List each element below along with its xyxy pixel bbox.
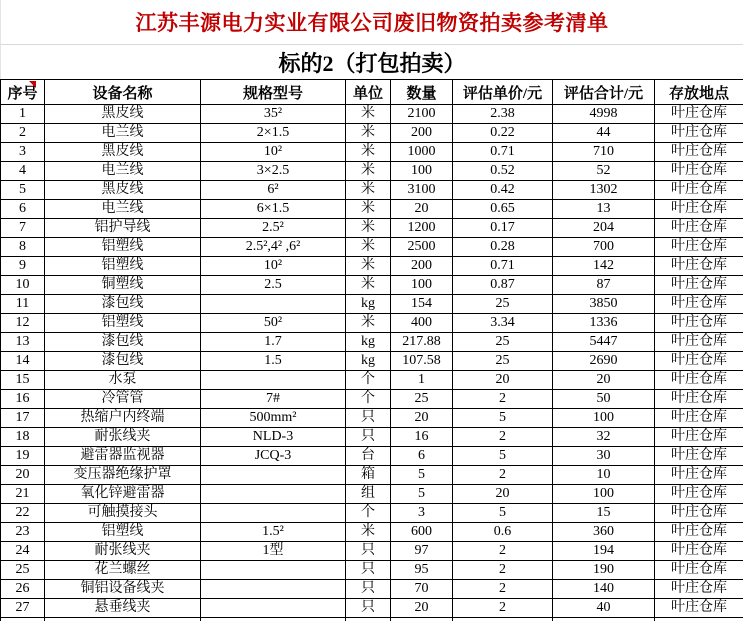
cell-unit-price[interactable]: 0.52 [453,162,553,181]
table-row [1,542,743,561]
cell-unit[interactable]: 只 [346,599,391,618]
cell-spec[interactable]: 2.5 [201,276,346,295]
cell-qty[interactable]: 1200 [391,219,453,238]
cell-spec[interactable]: 1.5 [201,352,346,371]
cell-unit[interactable]: 箱 [346,466,391,485]
cell-unit[interactable]: 米 [346,276,391,295]
column-header-total[interactable] [553,80,655,105]
cell-total[interactable]: 40 [553,599,655,618]
cell-total[interactable]: 13 [553,200,655,219]
cell-total[interactable]: 50 [553,390,655,409]
cell-name[interactable]: 铝塑线 [45,238,201,257]
column-header-label: 评估单价/元 [462,85,543,102]
cell-qty[interactable]: 2500 [391,238,453,257]
cell-spec[interactable]: 50² [201,314,346,333]
cell-total[interactable]: 87 [553,276,655,295]
cell-qty[interactable]: 5 [391,485,453,504]
cell-empty[interactable] [1,618,45,621]
cell-location[interactable]: 叶庄仓库 [655,124,743,143]
cell-qty[interactable]: 107.58 [391,352,453,371]
table-row [1,390,743,409]
cell-seq[interactable]: 22 [1,504,45,523]
cell-qty[interactable]: 217.88 [391,333,453,352]
table-row [1,238,743,257]
cell-unit[interactable]: 个 [346,390,391,409]
cell-unit-price[interactable]: 0.71 [453,143,553,162]
cell-seq[interactable]: 20 [1,466,45,485]
cell-seq[interactable]: 11 [1,295,45,314]
cell-location[interactable]: 叶庄仓库 [655,371,743,390]
cell-location[interactable]: 叶庄仓库 [655,105,743,124]
cell-location[interactable]: 叶庄仓库 [655,276,743,295]
cell-qty[interactable]: 6 [391,447,453,466]
cell-location[interactable]: 叶庄仓库 [655,162,743,181]
cell-unit[interactable]: 只 [346,428,391,447]
cell-spec[interactable]: 35² [201,105,346,124]
cell-total[interactable]: 10 [553,466,655,485]
cell-seq[interactable]: 25 [1,561,45,580]
comment-marker-triangle [29,81,36,88]
column-header-label: 存放地点 [668,85,729,102]
table-row [1,276,743,295]
cell-qty[interactable]: 100 [391,162,453,181]
cell-seq[interactable]: 1 [1,105,45,124]
cell-unit-price[interactable]: 25 [453,333,553,352]
cell-total[interactable]: 360 [553,523,655,542]
cell-spec[interactable] [201,504,346,523]
cell-name[interactable]: 黑皮线 [45,105,201,124]
cell-spec[interactable] [201,295,346,314]
cell-seq[interactable]: 13 [1,333,45,352]
cell-location[interactable]: 叶庄仓库 [655,333,743,352]
lot-subtitle: 标的2（打包拍卖） [0,45,743,79]
cell-seq[interactable]: 4 [1,162,45,181]
column-header-label: 单位 [352,85,383,102]
cell-seq[interactable]: 19 [1,447,45,466]
cell-total[interactable]: 194 [553,542,655,561]
table-row [1,219,743,238]
cell-seq[interactable]: 8 [1,238,45,257]
cell-total[interactable]: 20 [553,371,655,390]
table-row [1,504,743,523]
cell-name[interactable]: 耐张线夹 [45,428,201,447]
table-row [1,200,743,219]
cell-location[interactable]: 叶庄仓库 [655,466,743,485]
cell-location[interactable]: 叶庄仓库 [655,485,743,504]
cell-total[interactable]: 2690 [553,352,655,371]
cell-name[interactable]: 避雷器监视器 [45,447,201,466]
cell-unit[interactable]: 米 [346,219,391,238]
cell-qty[interactable]: 25 [391,390,453,409]
cell-empty[interactable] [553,618,655,621]
cell-seq[interactable]: 16 [1,390,45,409]
column-header-name[interactable] [45,80,201,105]
cell-spec[interactable]: 10² [201,143,346,162]
cell-seq[interactable]: 24 [1,542,45,561]
cell-name[interactable]: 花兰螺丝 [45,561,201,580]
cell-name[interactable]: 水泵 [45,371,201,390]
cell-total[interactable]: 204 [553,219,655,238]
partial-empty-row [1,618,743,621]
cell-empty[interactable] [45,618,201,621]
cell-qty[interactable]: 1000 [391,143,453,162]
cell-location[interactable]: 叶庄仓库 [655,295,743,314]
cell-name[interactable]: 铜塑线 [45,276,201,295]
cell-location[interactable]: 叶庄仓库 [655,181,743,200]
cell-spec[interactable]: 10² [201,257,346,276]
cell-spec[interactable]: 6×1.5 [201,200,346,219]
cell-total[interactable]: 44 [553,124,655,143]
cell-seq[interactable]: 2 [1,124,45,143]
cell-unit-price[interactable]: 2.38 [453,105,553,124]
cell-unit-price[interactable]: 2 [453,390,553,409]
cell-total[interactable]: 1336 [553,314,655,333]
table-row [1,580,743,599]
cell-total[interactable]: 15 [553,504,655,523]
cell-seq[interactable]: 18 [1,428,45,447]
table-row [1,105,743,124]
column-header-label: 设备名称 [92,85,153,102]
cell-spec[interactable]: 1.5² [201,523,346,542]
cell-location[interactable]: 叶庄仓库 [655,504,743,523]
cell-unit[interactable]: 米 [346,143,391,162]
cell-seq[interactable]: 26 [1,580,45,599]
cell-total[interactable]: 100 [553,409,655,428]
cell-seq[interactable]: 9 [1,257,45,276]
cell-location[interactable]: 叶庄仓库 [655,219,743,238]
cell-unit-price[interactable]: 0.17 [453,219,553,238]
cell-seq[interactable]: 10 [1,276,45,295]
cell-location[interactable]: 叶庄仓库 [655,409,743,428]
column-header-label: 序号 [7,85,38,102]
cell-seq[interactable]: 12 [1,314,45,333]
cell-unit[interactable]: 米 [346,200,391,219]
cell-unit[interactable]: 台 [346,447,391,466]
cell-spec[interactable] [201,599,346,618]
cell-unit-price[interactable]: 25 [453,352,553,371]
cell-unit[interactable]: 米 [346,238,391,257]
cell-name[interactable]: 悬垂线夹 [45,599,201,618]
cell-name[interactable]: 耐张线夹 [45,542,201,561]
header-row [1,80,743,105]
cell-location[interactable]: 叶庄仓库 [655,599,743,618]
table-row [1,409,743,428]
cell-name[interactable]: 冷管管 [45,390,201,409]
cell-name[interactable]: 漆包线 [45,352,201,371]
cell-unit[interactable]: 个 [346,504,391,523]
table-row [1,333,743,352]
cell-empty[interactable] [201,618,346,621]
cell-unit[interactable]: 米 [346,181,391,200]
cell-qty[interactable]: 3100 [391,181,453,200]
cell-seq[interactable]: 14 [1,352,45,371]
cell-total[interactable]: 30 [553,447,655,466]
cell-location[interactable]: 叶庄仓库 [655,314,743,333]
cell-spec[interactable]: 7# [201,390,346,409]
cell-unit-price[interactable]: 0.42 [453,181,553,200]
table-row [1,295,743,314]
cell-qty[interactable]: 20 [391,409,453,428]
cell-location[interactable]: 叶庄仓库 [655,352,743,371]
cell-spec[interactable] [201,371,346,390]
cell-unit-price[interactable]: 2 [453,542,553,561]
cell-unit[interactable]: 米 [346,105,391,124]
cell-unit[interactable]: 米 [346,124,391,143]
cell-total[interactable]: 5447 [553,333,655,352]
cell-unit-price[interactable]: 3.34 [453,314,553,333]
cell-location[interactable]: 叶庄仓库 [655,428,743,447]
cell-name[interactable]: 铜铝设备线夹 [45,580,201,599]
cell-spec[interactable]: 1型 [201,542,346,561]
cell-name[interactable]: 铝塑线 [45,314,201,333]
cell-seq[interactable]: 27 [1,599,45,618]
cell-total[interactable]: 1302 [553,181,655,200]
cell-name[interactable]: 黑皮线 [45,143,201,162]
cell-spec[interactable] [201,580,346,599]
cell-name[interactable]: 铝塑线 [45,257,201,276]
cell-total[interactable]: 100 [553,485,655,504]
cell-empty[interactable] [391,618,453,621]
cell-spec[interactable]: 2.5²,4² ,6² [201,238,346,257]
table-row [1,257,743,276]
table-row [1,371,743,390]
cell-qty[interactable]: 400 [391,314,453,333]
cell-seq[interactable]: 17 [1,409,45,428]
cell-unit-price[interactable]: 2 [453,561,553,580]
cell-qty[interactable]: 100 [391,276,453,295]
cell-qty[interactable]: 200 [391,124,453,143]
column-header-unit-price[interactable] [453,80,553,105]
cell-seq[interactable]: 23 [1,523,45,542]
cell-spec[interactable]: 1.7 [201,333,346,352]
table-row [1,162,743,181]
cell-name[interactable]: 氧化锌避雷器 [45,485,201,504]
cell-total[interactable]: 142 [553,257,655,276]
table-row [1,181,743,200]
column-header-spec[interactable] [201,80,346,105]
cell-total[interactable]: 32 [553,428,655,447]
cell-unit[interactable]: 米 [346,162,391,181]
cell-spec[interactable]: 3×2.5 [201,162,346,181]
cell-unit-price[interactable]: 2 [453,466,553,485]
cell-spec[interactable] [201,561,346,580]
cell-location[interactable]: 叶庄仓库 [655,542,743,561]
cell-empty[interactable] [453,618,553,621]
cell-qty[interactable]: 16 [391,428,453,447]
cell-spec[interactable] [201,466,346,485]
cell-location[interactable]: 叶庄仓库 [655,390,743,409]
document-title: 江苏丰源电力实业有限公司废旧物资拍卖参考清单 [0,0,743,45]
cell-total[interactable]: 140 [553,580,655,599]
cell-unit[interactable]: 个 [346,371,391,390]
cell-unit[interactable]: 只 [346,580,391,599]
cell-name[interactable]: 漆包线 [45,333,201,352]
cell-qty[interactable]: 20 [391,200,453,219]
cell-unit-price[interactable]: 5 [453,504,553,523]
column-header-label: 评估合计/元 [563,85,644,102]
cell-unit-price[interactable]: 0.22 [453,124,553,143]
cell-spec[interactable] [201,485,346,504]
table-row [1,143,743,162]
table-row [1,447,743,466]
cell-unit[interactable]: 米 [346,523,391,542]
column-header-seq[interactable] [1,80,45,105]
cell-unit-price[interactable]: 0.87 [453,276,553,295]
cell-location[interactable]: 叶庄仓库 [655,257,743,276]
cell-name[interactable]: 电兰线 [45,162,201,181]
cell-location[interactable]: 叶庄仓库 [655,238,743,257]
cell-unit-price[interactable]: 25 [453,295,553,314]
cell-unit-price[interactable]: 20 [453,371,553,390]
cell-seq[interactable]: 3 [1,143,45,162]
cell-location[interactable]: 叶庄仓库 [655,561,743,580]
cell-unit[interactable]: 米 [346,257,391,276]
cell-spec[interactable]: 2.5² [201,219,346,238]
cell-name[interactable]: 变压器绝缘护罩 [45,466,201,485]
table-row [1,466,743,485]
table-row [1,124,743,143]
cell-qty[interactable]: 2100 [391,105,453,124]
cell-seq[interactable]: 15 [1,371,45,390]
cell-unit[interactable]: 米 [346,314,391,333]
cell-qty[interactable]: 95 [391,561,453,580]
cell-spec[interactable]: NLD-3 [201,428,346,447]
cell-qty[interactable]: 1 [391,371,453,390]
cell-unit-price[interactable]: 0.6 [453,523,553,542]
cell-unit-price[interactable]: 0.28 [453,238,553,257]
cell-seq[interactable]: 21 [1,485,45,504]
cell-unit[interactable]: kg [346,352,391,371]
cell-unit[interactable]: 只 [346,561,391,580]
cell-total[interactable]: 3850 [553,295,655,314]
cell-total[interactable]: 190 [553,561,655,580]
cell-unit-price[interactable]: 0.65 [453,200,553,219]
cell-total[interactable]: 52 [553,162,655,181]
cell-qty[interactable]: 3 [391,504,453,523]
table-row [1,485,743,504]
cell-location[interactable]: 叶庄仓库 [655,143,743,162]
cell-location[interactable]: 叶庄仓库 [655,580,743,599]
cell-location[interactable]: 叶庄仓库 [655,447,743,466]
table-row [1,523,743,542]
cell-name[interactable]: 热缩户内终端 [45,409,201,428]
cell-unit-price[interactable]: 20 [453,485,553,504]
column-header-label: 规格型号 [242,85,303,102]
cell-spec[interactable]: 500mm² [201,409,346,428]
cell-unit-price[interactable]: 2 [453,428,553,447]
cell-seq[interactable]: 5 [1,181,45,200]
cell-total[interactable]: 4998 [553,105,655,124]
cell-name[interactable]: 电兰线 [45,124,201,143]
cell-location[interactable]: 叶庄仓库 [655,200,743,219]
cell-spec[interactable]: 6² [201,181,346,200]
table-row [1,561,743,580]
cell-unit[interactable]: 组 [346,485,391,504]
table-row [1,428,743,447]
cell-unit-price[interactable]: 2 [453,599,553,618]
cell-empty[interactable] [346,618,391,621]
column-header-label: 数量 [406,85,437,102]
cell-spec[interactable]: 2×1.5 [201,124,346,143]
cell-unit-price[interactable]: 0.71 [453,257,553,276]
cell-name[interactable]: 铝塑线 [45,523,201,542]
cell-qty[interactable]: 97 [391,542,453,561]
column-header-qty[interactable] [391,80,453,105]
cell-unit[interactable]: 只 [346,542,391,561]
cell-name[interactable]: 漆包线 [45,295,201,314]
cell-seq[interactable]: 7 [1,219,45,238]
cell-unit[interactable]: 只 [346,409,391,428]
cell-unit-price[interactable]: 2 [453,580,553,599]
column-header-unit[interactable] [346,80,391,105]
cell-qty[interactable]: 200 [391,257,453,276]
cell-unit-price[interactable]: 5 [453,409,553,428]
cell-name[interactable]: 电兰线 [45,200,201,219]
items-table [0,79,743,621]
table-row [1,599,743,618]
cell-seq[interactable]: 6 [1,200,45,219]
cell-total[interactable]: 710 [553,143,655,162]
cell-qty[interactable]: 20 [391,599,453,618]
cell-location[interactable]: 叶庄仓库 [655,523,743,542]
table-row [1,352,743,371]
column-header-location[interactable] [655,80,743,105]
cell-empty[interactable] [655,618,743,621]
cell-unit-price[interactable]: 5 [453,447,553,466]
table-row [1,314,743,333]
cell-total[interactable]: 700 [553,238,655,257]
cell-qty[interactable]: 5 [391,466,453,485]
cell-unit[interactable]: kg [346,333,391,352]
cell-name[interactable]: 可触摸接头 [45,504,201,523]
cell-qty[interactable]: 154 [391,295,453,314]
cell-unit[interactable]: kg [346,295,391,314]
cell-qty[interactable]: 600 [391,523,453,542]
cell-spec[interactable]: JCQ-3 [201,447,346,466]
table-body [1,105,743,621]
cell-name[interactable]: 铝护导线 [45,219,201,238]
cell-name[interactable]: 黑皮线 [45,181,201,200]
cell-qty[interactable]: 70 [391,580,453,599]
